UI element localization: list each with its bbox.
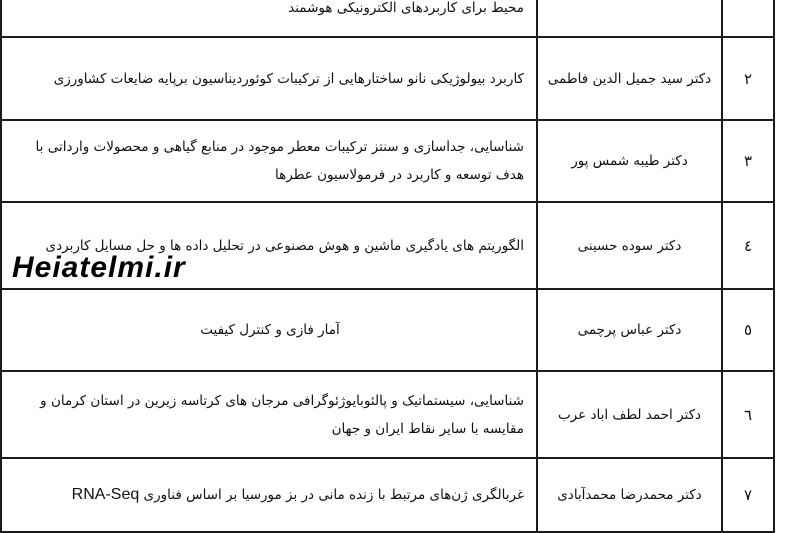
table-row xyxy=(1,458,774,532)
table-row xyxy=(1,0,774,37)
supervisor-name: دکتر محمدرضا محمدآبادی xyxy=(537,458,722,532)
supervisor-name: دکتر عباس پرچمی xyxy=(537,289,722,371)
row-number: ٦ xyxy=(722,371,774,458)
row-number: ٥ xyxy=(722,289,774,371)
topic-text: شناسایی، سیستماتیک و پالئوبایوژئوگرافی مرجان های کرتاسه زیرین در استان کرمان و مقایسه با سایر نقاط ایران و جهان xyxy=(40,392,524,437)
topic-text: کاربرد بیولوژیکی نانو ساختارهایی از ترکیبات کوئوردیناسیون برپایه ضایعات کشاورزی xyxy=(53,70,524,87)
research-topic xyxy=(1,289,537,371)
site-watermark: Heiatelmi.ir xyxy=(12,251,186,284)
topic-text: غربالگری ژن‌های مرتبط با زنده مانی در بز مورسیا بر اساس فناوری xyxy=(143,487,524,503)
research-topic xyxy=(1,371,537,458)
table-row xyxy=(1,120,774,202)
research-topic xyxy=(1,0,537,37)
row-number xyxy=(722,0,774,37)
supervisor-name: دکتر طیبه شمس پور xyxy=(537,120,722,202)
research-topic xyxy=(1,458,537,532)
research-topic xyxy=(1,120,537,202)
topic-text: آمار فازی و کنترل کیفیت xyxy=(200,322,340,338)
row-number: ۷ xyxy=(722,458,774,532)
technology-term: RNA-Seq xyxy=(71,486,140,503)
topic-text: شناسایی، جداسازی و سنتز ترکیبات معطر موجود در منابع گیاهی و محصولات وارداتی با هدف توسعه و کاربرد در فرمولاسیون عطرها xyxy=(35,139,524,183)
topic-text: محیط برای کاربردهای الکترونیکی هوشمند xyxy=(288,0,524,16)
table-row xyxy=(1,371,774,458)
table-row xyxy=(1,37,774,120)
table-row xyxy=(1,289,774,371)
supervisor-name: دکتر سید جمیل الدین فاطمی xyxy=(537,37,722,120)
supervisor-name: دکتر سوده حسینی xyxy=(537,202,722,289)
row-number: ۲ xyxy=(722,37,774,120)
supervisor-name: دکتر احمد لطف اباد عرب xyxy=(537,371,722,458)
row-number: ٤ xyxy=(722,202,774,289)
row-number: ۳ xyxy=(722,120,774,202)
supervisor-name xyxy=(537,0,722,37)
topic-text: الگوریتم های یادگیری ماشین و هوش مصنوعی در تحلیل داده ها و حل مسایل کاربردی xyxy=(45,237,524,254)
research-topic xyxy=(1,37,537,120)
